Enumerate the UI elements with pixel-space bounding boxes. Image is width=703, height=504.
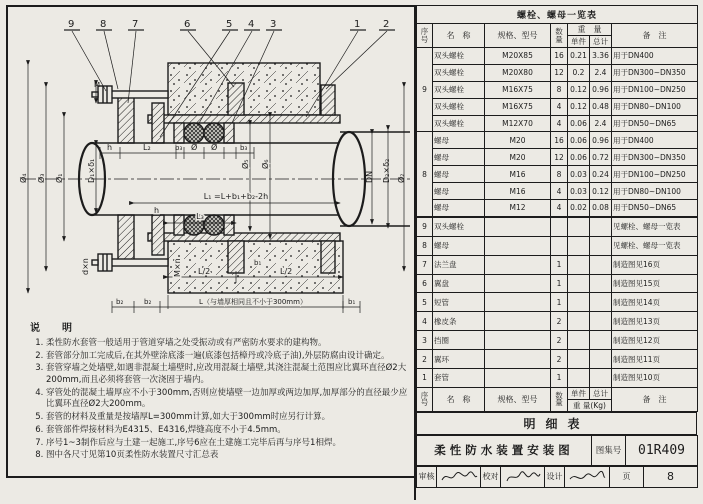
wing-ring-bottom bbox=[321, 241, 335, 273]
spec: M20X80 bbox=[485, 64, 551, 81]
remark: 制造图见12页 bbox=[612, 331, 698, 350]
qty bbox=[551, 217, 568, 236]
dimension-label: Ø₆ bbox=[261, 159, 270, 169]
wing-plate-bottom bbox=[228, 241, 244, 273]
dimension-label: L（与墙厚相同且不小于300mm） bbox=[199, 298, 307, 306]
col-header-spec: 规格、型号 bbox=[485, 387, 551, 411]
col-header-spec: 规格、型号 bbox=[485, 24, 551, 48]
remark: 用于DN300~DN350 bbox=[612, 149, 698, 166]
bolt-table-row bbox=[417, 98, 698, 115]
qty: 4 bbox=[551, 183, 568, 200]
spec bbox=[485, 255, 551, 274]
parts-table-row bbox=[417, 293, 698, 312]
row-index: 3 bbox=[417, 331, 433, 350]
total-weight bbox=[590, 312, 612, 331]
parts-table-row bbox=[417, 312, 698, 331]
spec bbox=[485, 293, 551, 312]
col-header-name: 名 称 bbox=[433, 387, 485, 411]
remark: 制造图见13页 bbox=[612, 312, 698, 331]
note-item: 6. 套管部件焊接材料为E4315、E4316,焊缝高度不小于4.5mm。 bbox=[46, 425, 415, 437]
unit-weight: 0.12 bbox=[568, 81, 590, 98]
col-header-unit-weight: 单件 bbox=[568, 36, 590, 48]
dimension-label: h bbox=[154, 206, 160, 215]
remark: 制造图见15页 bbox=[612, 274, 698, 293]
dimension-label: L/2 bbox=[198, 267, 211, 276]
qty: 1 bbox=[551, 255, 568, 274]
reviewer-signature bbox=[437, 466, 481, 487]
total-weight bbox=[590, 369, 612, 388]
signature-scribble bbox=[440, 470, 478, 484]
total-weight bbox=[590, 236, 612, 255]
drawing-title: 柔性防水装置安装图 bbox=[417, 435, 592, 465]
total-weight bbox=[590, 331, 612, 350]
bolt-table-row bbox=[417, 64, 698, 81]
gland-plate-top bbox=[152, 103, 164, 143]
designer-label: 设计 bbox=[545, 466, 565, 487]
qty: 1 bbox=[551, 274, 568, 293]
flange-plate-top bbox=[118, 93, 134, 143]
unit-weight: 0.21 bbox=[568, 48, 590, 65]
col-header-name: 名 称 bbox=[433, 24, 485, 48]
installation-drawing bbox=[8, 7, 414, 321]
notes-heading: 说 明 bbox=[30, 323, 78, 334]
parts-table bbox=[416, 217, 698, 412]
spec: M20 bbox=[485, 132, 551, 149]
parts-table-row bbox=[417, 255, 698, 274]
rubber-ring bbox=[184, 123, 204, 143]
part-name: 短管 bbox=[433, 293, 485, 312]
callout-number: 9 bbox=[68, 19, 75, 30]
note-item: 8. 图中各尺寸见第10页柔性防水装置尺寸汇总表 bbox=[46, 450, 415, 462]
qty: 4 bbox=[551, 200, 568, 217]
gland-plate-bottom bbox=[152, 215, 164, 255]
bolt-table-row bbox=[417, 200, 698, 217]
unit-weight: 0.12 bbox=[568, 98, 590, 115]
row-index: 8 bbox=[417, 132, 433, 216]
spec: M16 bbox=[485, 183, 551, 200]
part-name: 双头螺栓 bbox=[433, 64, 485, 81]
total-weight: 0.08 bbox=[590, 200, 612, 217]
part-name: 双头螺栓 bbox=[433, 81, 485, 98]
row-index: 4 bbox=[417, 312, 433, 331]
callout-number: 1 bbox=[354, 19, 361, 30]
spec: M16X75 bbox=[485, 98, 551, 115]
col-header-index: 序 号 bbox=[417, 387, 433, 411]
bolt-table-row bbox=[417, 115, 698, 132]
dimension-label: b₂ bbox=[144, 298, 152, 306]
unit-weight bbox=[568, 217, 590, 236]
part-name: 法兰盘 bbox=[433, 255, 485, 274]
dimension-label: L₁ =L+b₁+b₂-2h bbox=[203, 192, 269, 201]
page-number: 8 bbox=[644, 466, 698, 487]
spec bbox=[485, 350, 551, 369]
unit-weight bbox=[568, 350, 590, 369]
total-weight bbox=[590, 217, 612, 236]
spec bbox=[485, 236, 551, 255]
tables-panel bbox=[414, 5, 697, 500]
wall-bottom-section bbox=[168, 241, 343, 293]
qty: 12 bbox=[551, 149, 568, 166]
col-header-unit-weight: 单件 bbox=[568, 387, 590, 399]
page-label: 页 bbox=[610, 466, 644, 487]
bolt-table-title: 螺栓、螺母一览表 bbox=[417, 6, 698, 24]
remark: 用于DN50~DN65 bbox=[612, 115, 698, 132]
part-name: 螺母 bbox=[433, 183, 485, 200]
qty: 2 bbox=[551, 331, 568, 350]
qty: 16 bbox=[551, 132, 568, 149]
spec: M12 bbox=[485, 200, 551, 217]
dimension-label: d×n bbox=[81, 258, 90, 275]
unit-weight bbox=[568, 274, 590, 293]
unit-weight bbox=[568, 255, 590, 274]
bolt-table-row bbox=[417, 149, 698, 166]
spec bbox=[485, 369, 551, 388]
col-header-weight-kg: 重 量(Kg) bbox=[568, 399, 612, 411]
part-name: 双头螺栓 bbox=[433, 115, 485, 132]
dimension-label: b₃ bbox=[240, 144, 248, 152]
remark: 用于DN400 bbox=[612, 48, 698, 65]
col-header-qty: 数 量 bbox=[551, 24, 568, 48]
total-weight: 2.4 bbox=[590, 115, 612, 132]
callout-number: 2 bbox=[383, 19, 390, 30]
remark: 见螺栓、螺母一览表 bbox=[612, 236, 698, 255]
spec: M16 bbox=[485, 166, 551, 183]
unit-weight bbox=[568, 312, 590, 331]
row-index: 1 bbox=[417, 369, 433, 388]
col-header-remark: 备 注 bbox=[612, 24, 698, 48]
part-name: 螺母 bbox=[433, 166, 485, 183]
unit-weight: 0.06 bbox=[568, 132, 590, 149]
part-name: 螺母 bbox=[433, 236, 485, 255]
qty: 2 bbox=[551, 312, 568, 331]
callout-number: 3 bbox=[270, 19, 277, 30]
parts-table-row bbox=[417, 236, 698, 255]
total-weight: 0.48 bbox=[590, 98, 612, 115]
unit-weight: 0.2 bbox=[568, 64, 590, 81]
signature-scribble bbox=[504, 470, 542, 484]
total-weight bbox=[590, 274, 612, 293]
note-item: 3. 套管穿墙之处墙壁,如遇非混凝土墙壁时,应改用混凝土墙壁,其浇注混凝土范围应比翼环直径Ø2大 200mm,而且必须将套管一次浇固于墙内。 bbox=[46, 363, 415, 386]
wing-plate-top bbox=[228, 83, 244, 115]
retaining-ring bbox=[224, 123, 234, 143]
qty: 12 bbox=[551, 64, 568, 81]
signature-scribble bbox=[568, 470, 606, 484]
part-name: 套管 bbox=[433, 369, 485, 388]
remark: 用于DN300~DN350 bbox=[612, 64, 698, 81]
row-index: 9 bbox=[417, 217, 433, 236]
row-index: 7 bbox=[417, 255, 433, 274]
spec: M20X85 bbox=[485, 48, 551, 65]
parts-table-row bbox=[417, 217, 698, 236]
dimension-label: M×n bbox=[173, 258, 182, 277]
notes-list bbox=[30, 338, 415, 462]
qty: 8 bbox=[551, 166, 568, 183]
dimension-label: b₂ bbox=[116, 298, 124, 306]
spec: M20 bbox=[485, 149, 551, 166]
note-item: 7. 序号1~3制作后应与土建一起施工,序号6应在土建施工完毕后再与序号1相焊。 bbox=[46, 438, 415, 450]
unit-weight: 0.03 bbox=[568, 183, 590, 200]
dimension-label: L₃ bbox=[196, 212, 204, 221]
dimension-label: Ø bbox=[191, 143, 198, 152]
remark: 用于DN80~DN100 bbox=[612, 183, 698, 200]
title-block bbox=[416, 435, 698, 466]
rubber-ring bbox=[204, 123, 224, 143]
atlas-number: 01R409 bbox=[626, 435, 698, 465]
checker-label: 校对 bbox=[481, 466, 501, 487]
part-name: 双头螺栓 bbox=[433, 48, 485, 65]
signature-strip bbox=[416, 466, 698, 488]
col-header-index: 序 号 bbox=[417, 24, 433, 48]
dimension-label: b₁ bbox=[254, 259, 262, 267]
bolt-table-row bbox=[417, 48, 698, 65]
atlas-number-label: 图集号 bbox=[592, 435, 626, 465]
dimension-label: Ø bbox=[211, 143, 218, 152]
qty: 4 bbox=[551, 115, 568, 132]
spec bbox=[485, 312, 551, 331]
total-weight bbox=[590, 350, 612, 369]
designer-signature bbox=[565, 466, 610, 487]
part-name: 螺母 bbox=[433, 149, 485, 166]
reviewer-label: 审核 bbox=[417, 466, 437, 487]
remark: 制造图见10页 bbox=[612, 369, 698, 388]
detail-table-caption bbox=[416, 412, 697, 435]
retaining-ring bbox=[174, 215, 184, 235]
row-index: 5 bbox=[417, 293, 433, 312]
dimension-label: h bbox=[107, 143, 113, 152]
wing-ring-top bbox=[321, 85, 335, 115]
part-name: 双头螺栓 bbox=[433, 98, 485, 115]
total-weight bbox=[590, 255, 612, 274]
callout-number: 8 bbox=[100, 19, 107, 30]
dimension-label: L₂ bbox=[143, 143, 151, 152]
spec bbox=[485, 274, 551, 293]
remark: 用于DN100~DN250 bbox=[612, 81, 698, 98]
remark: 制造图见16页 bbox=[612, 255, 698, 274]
col-header-total-weight: 总计 bbox=[590, 36, 612, 48]
dimension-label: L/2 bbox=[280, 267, 293, 276]
note-item: 1. 柔性防水套管一般适用于管道穿墙之处受振动或有严密防水要求的建构物。 bbox=[46, 338, 415, 350]
remark: 用于DN80~DN100 bbox=[612, 98, 698, 115]
part-name: 螺母 bbox=[433, 132, 485, 149]
unit-weight: 0.06 bbox=[568, 149, 590, 166]
row-index: 2 bbox=[417, 350, 433, 369]
part-name: 橡皮条 bbox=[433, 312, 485, 331]
row-index: 9 bbox=[417, 48, 433, 132]
spec: M16X75 bbox=[485, 81, 551, 98]
total-weight: 0.96 bbox=[590, 81, 612, 98]
checker-signature bbox=[501, 466, 545, 487]
detail-title: 明细表 bbox=[417, 412, 697, 434]
parts-table-row bbox=[417, 369, 698, 388]
part-name: 螺母 bbox=[433, 200, 485, 217]
unit-weight: 0.03 bbox=[568, 166, 590, 183]
note-item: 4. 穿管处的混凝土墙厚应不小于300mm,否则应使墙壁一边加厚或两边加厚,加厚部分的直径最少应比翼环直径Ø2大200mm。 bbox=[46, 388, 415, 411]
dimension-label: M bbox=[94, 81, 101, 89]
part-name: 翼盘 bbox=[433, 274, 485, 293]
callout-number: 5 bbox=[226, 19, 233, 30]
total-weight: 0.72 bbox=[590, 149, 612, 166]
callout-number: 6 bbox=[184, 19, 191, 30]
parts-table-row bbox=[417, 350, 698, 369]
flange-plate-bottom bbox=[118, 215, 134, 265]
note-item: 2. 套管部分加工完成后,在其外壁涂底漆一遍(底漆包括樟丹或冷底子油),外层防腐由设计确定。 bbox=[46, 351, 415, 363]
total-weight: 3.36 bbox=[590, 48, 612, 65]
parts-table-row bbox=[417, 331, 698, 350]
remark: 用于DN400 bbox=[612, 132, 698, 149]
col-header-total-weight: 总计 bbox=[590, 387, 612, 399]
spec bbox=[485, 217, 551, 236]
total-weight: 0.96 bbox=[590, 132, 612, 149]
dimension-label: b₃ bbox=[175, 144, 183, 152]
remark: 用于DN50~DN65 bbox=[612, 200, 698, 217]
callout-number: 4 bbox=[248, 19, 255, 30]
dimension-label: DN bbox=[365, 170, 374, 183]
remark: 制造图见14页 bbox=[612, 293, 698, 312]
unit-weight: 0.02 bbox=[568, 200, 590, 217]
rubber-ring bbox=[204, 215, 224, 235]
part-name: 翼环 bbox=[433, 350, 485, 369]
remark: 用于DN100~DN250 bbox=[612, 166, 698, 183]
remark: 制造图见11页 bbox=[612, 350, 698, 369]
sleeve-top-wall bbox=[148, 115, 340, 123]
unit-weight bbox=[568, 293, 590, 312]
qty: 1 bbox=[551, 369, 568, 388]
col-header-weight: 重 量 bbox=[568, 24, 612, 36]
unit-weight bbox=[568, 369, 590, 388]
retaining-ring bbox=[224, 215, 234, 235]
dimension-label: Ø₄ bbox=[19, 173, 28, 183]
bolt-table-row bbox=[417, 132, 698, 149]
bolt-nut-table bbox=[416, 5, 698, 217]
unit-weight bbox=[568, 236, 590, 255]
callout-number: 7 bbox=[132, 19, 139, 30]
qty: 16 bbox=[551, 48, 568, 65]
total-weight: 0.24 bbox=[590, 166, 612, 183]
qty: 8 bbox=[551, 81, 568, 98]
col-header-qty: 数 量 bbox=[551, 387, 568, 411]
unit-weight bbox=[568, 331, 590, 350]
total-weight: 2.4 bbox=[590, 64, 612, 81]
note-item: 5. 套管的材料及重量是按墙厚L=300mm计算,如大于300mm时应另行计算。 bbox=[46, 412, 415, 424]
remark: 见螺栓、螺母一览表 bbox=[612, 217, 698, 236]
dimension-label: D₁×δ₁ bbox=[87, 158, 96, 183]
qty: 4 bbox=[551, 98, 568, 115]
part-name: 双头螺栓 bbox=[433, 217, 485, 236]
spec: M12X70 bbox=[485, 115, 551, 132]
dimension-label: Ø₁ bbox=[55, 173, 64, 183]
bolt-table-row bbox=[417, 166, 698, 183]
qty bbox=[551, 236, 568, 255]
notes-section bbox=[30, 322, 415, 463]
total-weight: 0.12 bbox=[590, 183, 612, 200]
spec bbox=[485, 331, 551, 350]
unit-weight: 0.06 bbox=[568, 115, 590, 132]
qty: 1 bbox=[551, 293, 568, 312]
dimension-label: D₂×δ₂ bbox=[382, 158, 391, 183]
dimension-label: Ø₂ bbox=[397, 173, 406, 183]
qty: 2 bbox=[551, 350, 568, 369]
dimension-label: Ø₅ bbox=[241, 159, 250, 169]
row-index: 8 bbox=[417, 236, 433, 255]
col-header-remark: 备 注 bbox=[612, 387, 698, 411]
bolt-table-row bbox=[417, 183, 698, 200]
bolt-table-row bbox=[417, 81, 698, 98]
part-name: 挡圈 bbox=[433, 331, 485, 350]
parts-table-row bbox=[417, 274, 698, 293]
dimension-label: b₁ bbox=[348, 298, 356, 306]
dimension-label: Ø₃ bbox=[37, 173, 46, 183]
row-index: 6 bbox=[417, 274, 433, 293]
retaining-ring bbox=[174, 123, 184, 143]
total-weight bbox=[590, 293, 612, 312]
